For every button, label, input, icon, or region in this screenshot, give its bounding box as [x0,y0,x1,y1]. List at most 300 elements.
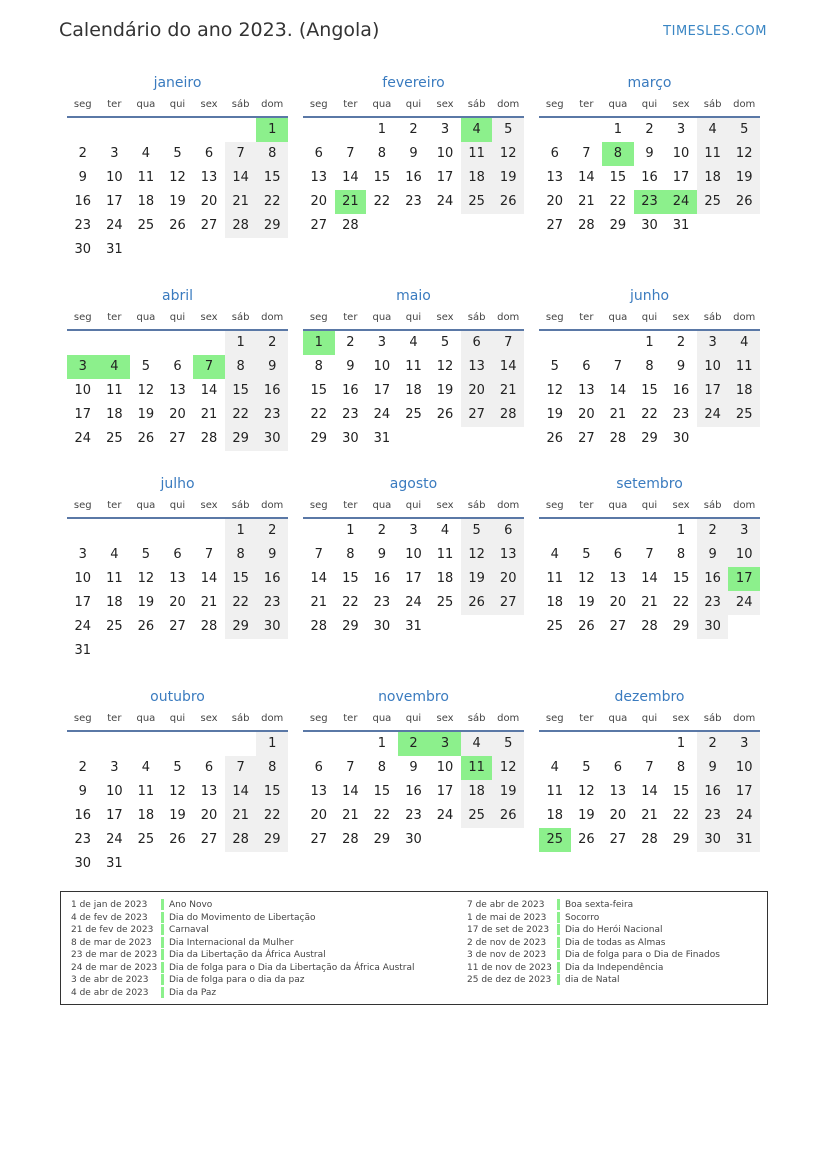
weekday-label: qui [405,99,422,110]
day-cell: 18 [728,379,760,403]
day-cell: 12 [137,571,155,586]
empty-cell [728,615,760,639]
holiday-color-bar [161,962,164,973]
day-cell: 21 [578,194,595,209]
legend-date: 3 de nov de 2023 [467,950,547,960]
legend-holiday-name: Dia da Paz [169,987,217,998]
day-cell: 13 [169,383,186,398]
day-cell: 8 [314,359,323,374]
day-cell: 7 [225,142,257,166]
legend-row [71,987,415,1000]
day-cell: 24 [436,808,454,823]
empty-cell [492,615,524,639]
day-cell: 5 [582,547,591,562]
empty-cell [634,519,666,543]
weekday-label: qua [372,500,392,511]
day-cell: 26 [546,431,564,446]
legend-row [467,962,720,975]
day-cell: 2 [256,519,288,543]
weekday-label: sáb [703,500,722,511]
day-cell: 25 [106,619,123,634]
weekday-label: dom [733,99,756,110]
day-cell: 11 [137,170,155,185]
month-name: maio [396,288,431,304]
weekday-label: seg [545,312,564,323]
day-cell: 26 [169,218,186,233]
day-cell: 1 [303,331,335,355]
day-cell: 27 [310,218,328,233]
day-cell: 21 [641,595,658,610]
day-cell: 17 [672,170,690,185]
weekday-label: sex [672,99,690,110]
month-agosto [303,473,524,639]
day-cell: 6 [314,146,323,161]
day-cell: 17 [728,567,760,591]
empty-cell [99,118,131,142]
empty-cell [193,238,225,262]
day-cell: 27 [200,218,218,233]
day-cell: 19 [169,808,186,823]
day-cell: 11 [137,784,155,799]
day-cell: 13 [609,784,627,799]
legend-date: 4 de fev de 2023 [71,912,148,923]
day-cell: 9 [256,355,288,379]
legend-row [71,899,415,912]
legend-holiday-name: Dia de folga para o Dia da Libertação da África Austral [169,962,415,973]
day-cell: 19 [436,383,454,398]
day-cell: 10 [436,760,454,775]
day-cell: 7 [582,146,591,161]
day-cell: 30 [405,832,422,847]
day-grid [67,331,288,451]
day-cell: 14 [342,784,359,799]
legend-row [467,899,720,912]
day-cell: 4 [110,547,119,562]
day-cell: 6 [613,760,623,775]
weekday-label: dom [497,713,520,724]
empty-cell [162,852,194,876]
day-cell: 1 [676,523,686,538]
day-cell: 5 [492,732,524,756]
day-cell: 1 [225,331,257,355]
empty-cell [162,331,194,355]
day-cell: 2 [676,335,686,350]
weekday-label: qui [169,312,186,323]
weekday-label: seg [309,500,328,511]
weekday-header [67,495,288,519]
legend-holiday-name: Dia da Libertação da África Austral [169,950,326,960]
weekday-label: seg [73,713,92,724]
legend-date: 11 de nov de 2023 [467,962,552,973]
day-cell: 17 [74,407,92,422]
empty-cell [429,828,461,852]
legend-date: 1 de mai de 2023 [467,912,547,923]
day-cell: 14 [200,571,218,586]
weekday-label: dom [733,312,756,323]
day-cell: 7 [204,547,214,562]
weekday-label: dom [497,500,520,511]
day-cell: 10 [106,170,123,185]
weekday-label: sáb [467,312,486,323]
day-cell: 18 [436,571,454,586]
weekday-label: qua [372,713,392,724]
weekday-label: qua [608,99,628,110]
day-cell: 22 [256,804,288,828]
day-cell: 21 [225,804,257,828]
day-cell: 19 [137,595,155,610]
empty-cell [225,238,257,262]
day-cell: 10 [74,571,92,586]
day-cell: 26 [578,619,595,634]
day-cell: 20 [200,194,218,209]
day-cell: 23 [74,832,92,847]
day-cell: 19 [461,567,493,591]
day-cell: 8 [256,756,288,780]
weekday-label: ter [343,99,358,110]
day-cell: 25 [405,407,422,422]
empty-cell [366,214,398,238]
day-cell: 5 [550,359,559,374]
day-cell: 3 [676,122,686,137]
day-cell: 18 [461,166,493,190]
day-cell: 15 [609,170,627,185]
day-cell: 1 [346,523,355,538]
weekday-label: sex [200,99,218,110]
weekday-label: sáb [703,312,722,323]
legend-row [71,974,415,987]
day-cell: 19 [728,166,760,190]
day-cell: 26 [461,591,493,615]
empty-cell [67,732,99,756]
month-name: março [627,75,672,91]
day-cell: 21 [200,407,218,422]
day-cell: 17 [74,595,92,610]
empty-cell [193,732,225,756]
day-cell: 31 [672,218,690,233]
empty-cell [193,331,225,355]
day-cell: 14 [225,780,257,804]
day-cell: 13 [169,571,186,586]
day-cell: 15 [373,784,391,799]
day-cell: 6 [613,547,623,562]
weekday-label: qui [641,99,658,110]
weekday-label: ter [579,713,594,724]
holiday-color-bar [557,937,560,948]
day-cell: 12 [546,383,564,398]
empty-cell [67,519,99,543]
day-cell: 13 [200,170,218,185]
day-cell: 16 [697,567,729,591]
weekday-label: qui [641,312,658,323]
day-cell: 3 [728,732,760,756]
day-cell: 7 [346,146,355,161]
day-cell: 15 [672,784,690,799]
day-cell: 28 [342,218,359,233]
day-cell: 22 [641,407,658,422]
day-cell: 25 [697,190,729,214]
weekday-label: sáb [467,500,486,511]
empty-cell [225,732,257,756]
day-cell: 10 [405,547,422,562]
weekday-label: qua [608,500,628,511]
day-cell: 21 [200,595,218,610]
legend-row [467,974,720,987]
day-cell: 9 [377,547,387,562]
day-cell: 21 [335,190,367,214]
day-cell: 4 [99,355,131,379]
empty-cell [492,427,524,451]
empty-cell [162,238,194,262]
day-cell: 18 [546,595,564,610]
day-cell: 27 [169,431,186,446]
day-cell: 27 [310,832,328,847]
weekday-label: seg [309,99,328,110]
day-cell: 17 [405,571,422,586]
legend-holiday-name: Dia de todas as Almas [565,937,666,948]
day-cell: 7 [193,355,225,379]
empty-cell [130,732,162,756]
day-cell: 12 [137,383,155,398]
day-cell: 1 [676,736,686,751]
day-cell: 28 [200,619,218,634]
day-cell: 2 [645,122,654,137]
day-cell: 8 [676,760,686,775]
day-cell: 4 [550,760,559,775]
day-grid [303,331,524,451]
day-cell: 2 [409,122,418,137]
day-cell: 18 [405,383,422,398]
day-cell: 19 [492,166,524,190]
empty-cell [256,852,288,876]
weekday-label: sáb [231,500,250,511]
legend-date: 2 de nov de 2023 [467,937,547,948]
day-cell: 4 [409,335,418,350]
day-grid [67,732,288,876]
legend-row [467,912,720,925]
day-cell: 12 [578,784,595,799]
day-cell: 13 [578,383,595,398]
day-cell: 2 [78,146,87,161]
day-cell: 6 [173,359,182,374]
day-cell: 18 [106,595,123,610]
day-cell: 16 [342,383,359,398]
empty-cell [99,732,131,756]
weekday-label: sáb [703,99,722,110]
day-cell: 31 [405,619,422,634]
weekday-label: sáb [231,312,250,323]
empty-cell [162,732,194,756]
day-cell: 19 [137,407,155,422]
weekday-label: sáb [231,99,250,110]
weekday-label: dom [261,99,284,110]
day-cell: 26 [169,832,186,847]
day-cell: 1 [613,122,623,137]
day-cell: 9 [409,146,418,161]
day-cell: 15 [310,383,328,398]
empty-cell [225,118,257,142]
day-cell: 14 [609,383,627,398]
weekday-label: qua [136,312,156,323]
month-junho [539,285,760,451]
day-cell: 16 [256,379,288,403]
day-cell: 11 [106,571,123,586]
empty-cell [728,214,760,238]
day-cell: 18 [137,808,155,823]
day-cell: 15 [641,383,658,398]
day-cell: 10 [672,146,690,161]
weekday-label: sex [436,713,454,724]
day-cell: 15 [342,571,359,586]
day-cell: 15 [256,166,288,190]
empty-cell [429,427,461,451]
site-link[interactable]: TIMESLES.COM [663,24,767,39]
day-cell: 3 [440,122,450,137]
day-cell: 10 [106,784,123,799]
holiday-color-bar [557,974,560,985]
day-cell: 2 [377,523,387,538]
legend-date: 21 de fev de 2023 [71,925,154,935]
day-cell: 30 [373,619,391,634]
empty-cell [728,427,760,451]
empty-cell [602,732,634,756]
weekday-label: ter [107,713,122,724]
day-cell: 27 [492,591,524,615]
weekday-label: seg [545,500,564,511]
empty-cell [539,732,571,756]
legend-row [71,962,415,975]
day-cell: 6 [204,146,214,161]
day-cell: 23 [256,591,288,615]
legend-row [467,924,720,937]
legend-date: 23 de mar de 2023 [71,950,158,960]
empty-cell [193,639,225,663]
day-cell: 12 [461,543,493,567]
day-cell: 23 [405,194,422,209]
month-maio [303,285,524,451]
day-cell: 12 [492,142,524,166]
day-cell: 17 [436,784,454,799]
day-cell: 24 [728,804,760,828]
weekday-label: sex [436,312,454,323]
holiday-legend [60,891,768,1005]
day-cell: 27 [461,403,493,427]
empty-cell [335,732,367,756]
day-cell: 16 [405,784,422,799]
day-cell: 26 [578,832,595,847]
day-cell: 4 [550,547,559,562]
day-cell: 17 [728,780,760,804]
day-cell: 28 [641,619,658,634]
holiday-color-bar [557,912,560,923]
empty-cell [162,519,194,543]
empty-cell [193,519,225,543]
day-cell: 9 [645,146,654,161]
day-cell: 8 [645,359,654,374]
day-cell: 30 [256,615,288,639]
weekday-header [67,307,288,331]
day-grid [539,519,760,639]
legend-holiday-name: Socorro [565,912,600,923]
weekday-label: qua [608,312,628,323]
day-cell: 24 [74,431,92,446]
weekday-label: qui [169,99,186,110]
day-cell: 20 [546,194,564,209]
empty-cell [697,214,729,238]
day-cell: 23 [405,808,422,823]
weekday-label: dom [261,500,284,511]
day-cell: 26 [137,431,155,446]
day-cell: 25 [137,218,155,233]
empty-cell [492,828,524,852]
page-title: Calendário do ano 2023. (Angola) [59,19,380,41]
legend-holiday-name: Dia da Independência [565,962,664,973]
day-cell: 11 [461,142,493,166]
legend-row [467,937,720,950]
day-cell: 20 [169,595,186,610]
day-cell: 18 [106,407,123,422]
legend-column-right [467,899,720,987]
weekday-label: seg [545,713,564,724]
empty-cell [429,214,461,238]
legend-holiday-name: Dia do Herói Nacional [565,925,663,935]
empty-cell [461,828,493,852]
day-cell: 26 [492,804,524,828]
calendar-grid [67,72,761,871]
weekday-label: ter [107,99,122,110]
weekday-label: qua [136,500,156,511]
empty-cell [130,639,162,663]
day-cell: 2 [697,732,729,756]
day-cell: 14 [578,170,595,185]
day-cell: 21 [342,808,359,823]
day-cell: 1 [645,335,654,350]
empty-cell [130,852,162,876]
day-cell: 29 [672,832,690,847]
day-cell: 22 [225,591,257,615]
day-cell: 16 [373,571,391,586]
day-cell: 7 [225,756,257,780]
day-cell: 28 [225,214,257,238]
weekday-header [303,708,524,732]
legend-row [71,949,415,962]
day-cell: 5 [461,519,493,543]
weekday-label: qui [641,500,658,511]
day-cell: 2 [697,519,729,543]
day-cell: 16 [74,194,92,209]
empty-cell [571,118,603,142]
day-cell: 30 [74,856,92,871]
month-outubro [67,686,288,876]
month-name: abril [161,288,193,304]
weekday-header [539,307,760,331]
day-cell: 21 [310,595,328,610]
day-cell: 12 [169,170,186,185]
day-cell: 30 [641,218,658,233]
month-name: junho [629,288,670,304]
day-cell: 22 [609,194,627,209]
empty-cell [461,214,493,238]
day-cell: 31 [106,242,123,257]
weekday-label: qui [405,500,422,511]
day-cell: 12 [492,756,524,780]
day-cell: 30 [697,615,729,639]
day-cell: 4 [697,118,729,142]
month-name: dezembro [614,689,685,705]
day-cell: 30 [697,828,729,852]
legend-holiday-name: Dia de folga para o Dia de Finados [565,950,720,960]
day-cell: 24 [665,190,697,214]
day-cell: 1 [256,118,288,142]
